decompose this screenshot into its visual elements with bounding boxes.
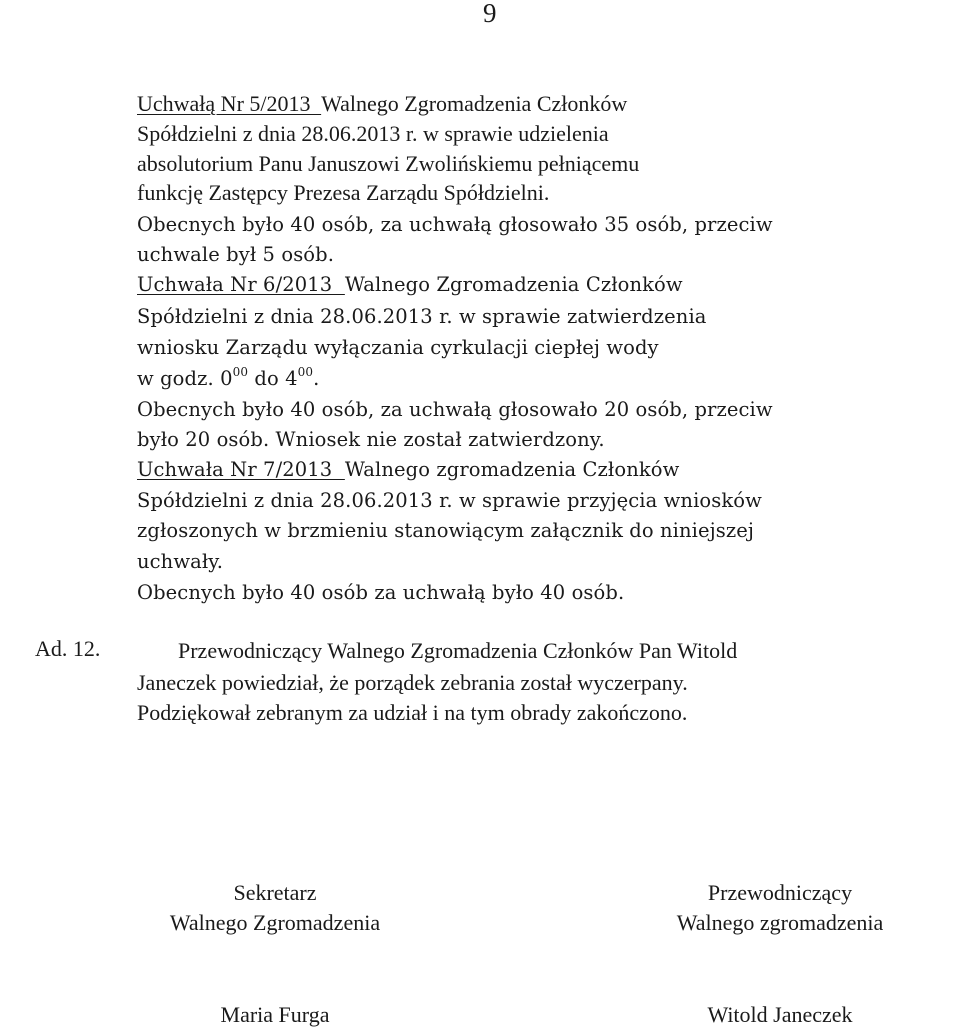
resolution-6-heading-text: Walnego Zgromadzenia Członków: [344, 273, 683, 296]
resolution-6-line: Spółdzielni z dnia 28.06.2013 r. w sprawie zatwierdzenia: [137, 305, 707, 328]
agenda-item-label: Ad. 12.: [35, 636, 101, 661]
chairman-name: Witold Janeczek: [707, 1002, 853, 1027]
secretary-name: Maria Furga: [220, 1002, 330, 1027]
hours-text-end: .: [313, 367, 320, 390]
secretary-role: Sekretarz: [233, 880, 317, 905]
resolution-5-link[interactable]: Uchwałą Nr 5/2013: [137, 91, 322, 116]
hours-text-mid: do 4: [248, 367, 298, 390]
resolution-6-vote: Obecnych było 40 osób, za uchwałą głosowało 20 osób, przeciw: [137, 398, 773, 421]
resolution-6-heading: [137, 270, 683, 300]
resolution-6-line: wniosku Zarządu wyłączania cyrkulacji ciepłej wody: [137, 336, 659, 359]
resolution-6-link[interactable]: Uchwała Nr 6/2013: [137, 273, 345, 296]
closing-line: Przewodniczący Walnego Zgromadzenia Członków Pan Witold: [178, 638, 738, 663]
resolution-7-line: uchwały.: [137, 550, 224, 573]
resolution-6-vote-cont: było 20 osób. Wniosek nie został zatwierdzony.: [137, 428, 605, 451]
hours-superscript-end: 00: [297, 365, 314, 379]
closing-line: Podziękował zebranym za udział i na tym obrady zakończono.: [137, 700, 688, 725]
resolution-5-line: Spółdzielni z dnia 28.06.2013 r. w sprawie udzielenia: [137, 121, 609, 146]
resolution-7-line: zgłoszonych w brzmieniu stanowiącym załącznik do niniejszej: [137, 519, 755, 542]
resolution-7-link[interactable]: Uchwała Nr 7/2013: [137, 458, 345, 481]
resolution-6-hours: [137, 364, 319, 394]
chairman-role: Przewodniczący: [707, 880, 853, 905]
resolution-5-vote: Obecnych było 40 osób, za uchwałą głosowało 35 osób, przeciw: [137, 213, 773, 236]
secretary-body: Walnego Zgromadzenia: [169, 910, 381, 935]
resolution-5-line: funkcję Zastępcy Prezesa Zarządu Spółdzielni.: [137, 180, 550, 205]
resolution-5-heading: [137, 89, 627, 119]
resolution-7-line: Spółdzielni z dnia 28.06.2013 r. w sprawie przyjęcia wniosków: [137, 489, 762, 512]
hours-text-start: w godz. 0: [137, 367, 233, 390]
resolution-5-heading-text: Walnego Zgromadzenia Członków: [321, 91, 628, 116]
resolution-7-vote: Obecnych było 40 osób za uchwałą było 40 osób.: [137, 581, 625, 604]
resolution-7-heading: [137, 455, 679, 485]
resolution-7-heading-text: Walnego zgromadzenia Członków: [344, 458, 680, 481]
page-number: 9: [483, 0, 497, 28]
resolution-5-vote-cont: uchwale był 5 osób.: [137, 243, 335, 266]
hours-superscript-start: 00: [232, 365, 249, 379]
resolution-5-line: absolutorium Panu Januszowi Zwolińskiemu pełniącemu: [137, 151, 640, 176]
closing-line: Janeczek powiedział, że porządek zebrania został wyczerpany.: [137, 670, 688, 695]
chairman-body: Walnego zgromadzenia: [676, 910, 884, 935]
